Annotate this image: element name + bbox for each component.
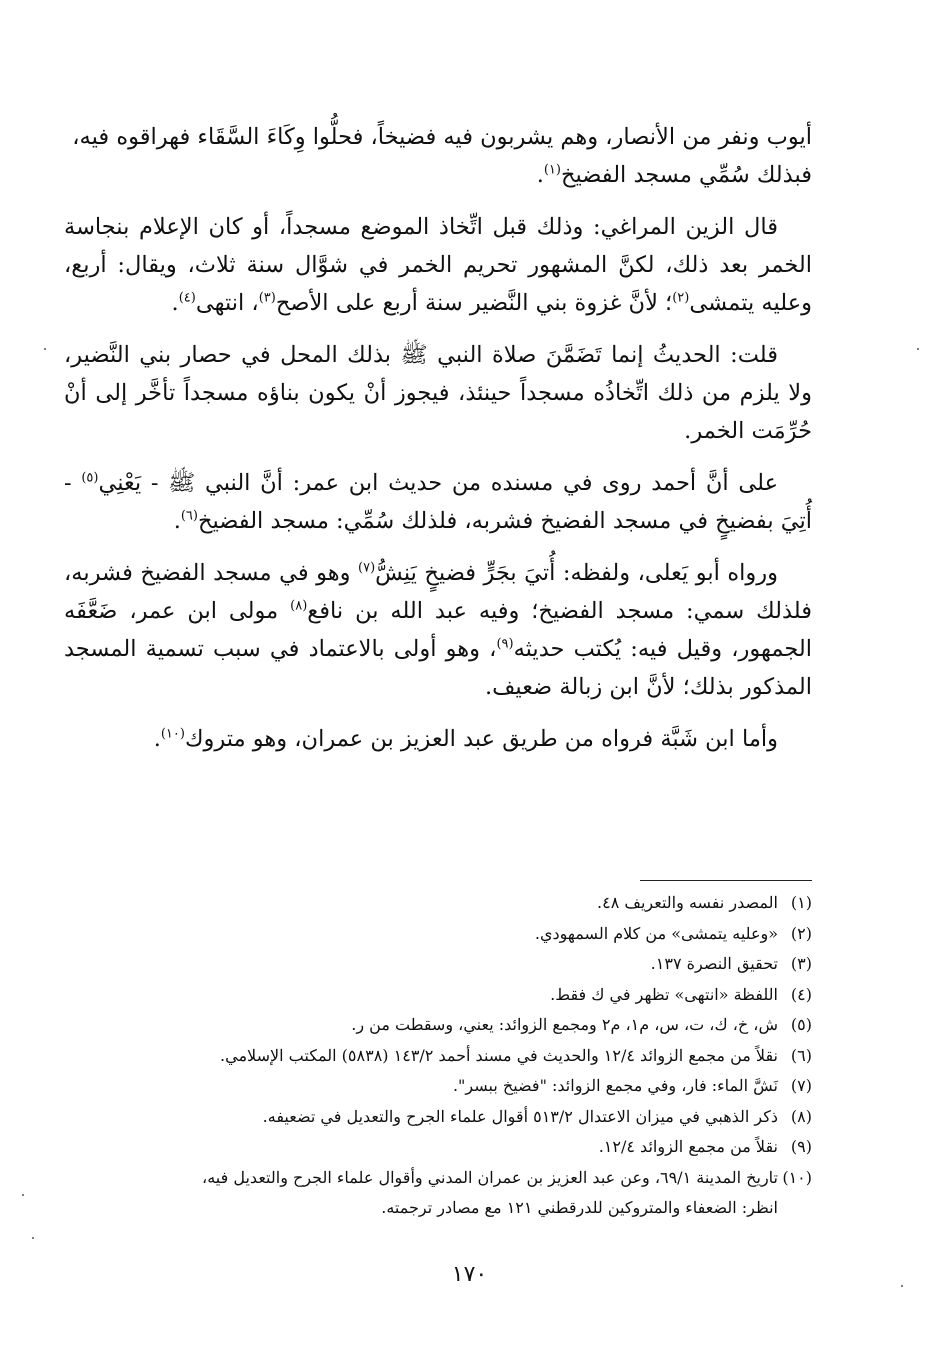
paragraph-2-text-2: ؛ لأنَّ غزوة بني النَّضير سنة أربع على الأصح <box>275 290 673 316</box>
paragraph-2 <box>64 208 812 322</box>
scan-speck <box>44 348 46 350</box>
footnote-9 <box>64 1132 812 1163</box>
footnote-number: (٦) <box>790 1045 812 1065</box>
footnote-number: (٥) <box>790 1015 812 1034</box>
footnote-ref-1: (١) <box>543 162 561 178</box>
footnote-number: (٩) <box>790 1137 812 1156</box>
footnote-number: (١) <box>790 893 812 912</box>
scan-speck <box>901 1285 903 1287</box>
paragraph-1-line-1: أيوب ونفر من الأنصار، وهم يشربون فيه فضيخاً، فحلُّوا وِكَاءَ السَّقَاء فهراقوه فيه، <box>72 124 812 150</box>
paragraph-4-end: . <box>173 508 181 534</box>
footnote-ref-3: (٣) <box>258 290 276 306</box>
paragraph-4-text-2: - أُتِيَ بفضيخٍ في مسجد الفضيخ فشربه، فلذلك سُمِّي: مسجد الفضيخ <box>64 470 812 534</box>
footnote-10 <box>64 1163 812 1224</box>
footnote-2 <box>64 919 812 950</box>
footnote-text: ش، خ، ك، ت، س، م١، م٢ ومجمع الزوائد: يعني، وسقطت من ر. <box>351 1015 778 1034</box>
footnote-4 <box>64 980 812 1011</box>
footnote-text: المصدر نفسه والتعريف ٤٨. <box>597 893 778 912</box>
footnote-text: نَشَّ الماء: فار، وفي مجمع الزوائد: "فضيخ ببسر". <box>452 1076 778 1095</box>
paragraph-5 <box>64 554 812 706</box>
footnote-3 <box>64 949 812 980</box>
footnote-ref-7: (٧) <box>358 560 376 576</box>
footnote-text: نقلاً من مجمع الزوائد ١٢/٤ والحديث في مسند أحمد ١٤٣/٢ (٥٨٣٨) المكتب الإسلامي. <box>220 1045 778 1065</box>
footnote-text: نقلاً من مجمع الزوائد ١٢/٤. <box>598 1137 778 1156</box>
paragraph-5-text-3: مولى ابن عمر، ضَعَّفَه الجمهور، وقيل فيه: يُكتب حديثه <box>64 598 812 662</box>
paragraph-2-text-3: ، انتهى <box>195 290 259 316</box>
paragraph-6-end: . <box>153 726 161 752</box>
footnote-ref-9: (٩) <box>496 636 514 652</box>
paragraph-5-text-4: ، وهو أولى بالاعتماد في سبب تسمية المسجد المذكور بذلك؛ لأنَّ ابن زبالة ضعيف. <box>64 636 812 700</box>
paragraph-6-text: وأما ابن شَبَّة فرواه من طريق عبد العزيز بن عمران، وهو متروك <box>184 726 778 752</box>
paragraph-2-text-1: قال الزين المراغي: وذلك قبل اتِّخاذ الموضع مسجداً، أو كان الإعلام بنجاسة الخمر بعد ذلك، لكنَّ المشهور تحريم الخمر في شوَّال سنة ثلاث، ويقال: أربع، وعليه يتمشى <box>64 214 812 316</box>
footnote-ref-4: (٤) <box>178 290 196 306</box>
footnote-text: تاريخ المدينة ٦٩/١، وعن عبد العزيز بن عمران المدني وأقوال علماء الجرح والتعديل فيه، <box>202 1167 778 1187</box>
paragraph-1-end: . <box>536 162 544 188</box>
footnotes <box>64 888 812 1224</box>
footnote-6 <box>64 1041 812 1072</box>
footnote-divider <box>640 880 812 881</box>
paragraph-1-line-2: فبذلك سُمِّي مسجد الفضيخ <box>560 162 812 188</box>
paragraph-2-end: . <box>171 290 179 316</box>
footnote-ref-8: (٨) <box>290 598 308 614</box>
scan-speck <box>22 1194 24 1196</box>
scan-speck <box>917 348 919 350</box>
footnote-number: (١٠) <box>782 1167 812 1187</box>
paragraph-4 <box>64 464 812 540</box>
paragraph-1 <box>64 118 812 194</box>
footnote-text: اللفظة «انتهى» تظهر في ك فقط. <box>550 984 778 1004</box>
footnote-number: (٧) <box>790 1076 812 1095</box>
footnote-text: ذكر الذهبي في ميزان الاعتدال ٥١٣/٢ أقوال علماء الجرح والتعديل في تضعيفه. <box>262 1106 778 1126</box>
footnote-number: (٢) <box>790 923 812 943</box>
footnote-number: (٨) <box>790 1106 812 1126</box>
paragraph-5-text-1: ورواه أبو يَعلى، ولفظه: أُتيَ بجَرٍّ فضيخٍ يَنِشُّ <box>375 560 779 586</box>
paragraph-5-text-2: وهو في مسجد الفضيخ فشربه، فلذلك سمي: مسجد الفضيخ؛ وفيه عبد الله بن نافع <box>64 560 812 624</box>
footnote-text: تحقيق النصرة ١٣٧. <box>650 954 778 973</box>
footnote-ref-6: (٦) <box>180 508 198 524</box>
footnote-number: (٣) <box>790 954 812 973</box>
footnote-number: (٤) <box>790 984 812 1004</box>
footnote-7 <box>64 1071 812 1102</box>
footnote-5 <box>64 1010 812 1041</box>
main-text <box>64 118 812 772</box>
paragraph-4-text-1: على أنَّ أحمد روى في مسنده من حديث ابن عمر: أنَّ النبي ﷺ - يَعْنِي <box>98 470 778 496</box>
paragraph-3-text: قلت: الحديثُ إنما تَضَمَّنَ صلاة النبي ﷺ بذلك المحل في حصار بني النَّضير، ولا يلزم من ذلك اتِّخاذُه مسجداً حينئذ، فيجوز أنْ يكون بناؤه مسجداً تأخَّر إلى أنْ حُرِّمَت الخمر. <box>64 342 812 444</box>
footnote-ref-10: (١٠) <box>160 726 185 742</box>
footnote-ref-5: (٥) <box>81 470 99 486</box>
page-number: ١٧٠ <box>451 1262 488 1287</box>
footnote-continuation: انظر: الضعفاء والمتروكين للدرقطني ١٢١ مع مصادر ترجمته. <box>381 1198 778 1217</box>
footnote-1 <box>64 888 812 919</box>
footnote-text: «وعليه يتمشى» من كلام السمهودي. <box>534 923 778 943</box>
paragraph-6 <box>64 720 812 758</box>
scan-speck <box>32 1237 34 1239</box>
paragraph-3 <box>64 336 812 450</box>
footnote-8 <box>64 1102 812 1133</box>
footnote-ref-2: (٢) <box>672 290 690 306</box>
